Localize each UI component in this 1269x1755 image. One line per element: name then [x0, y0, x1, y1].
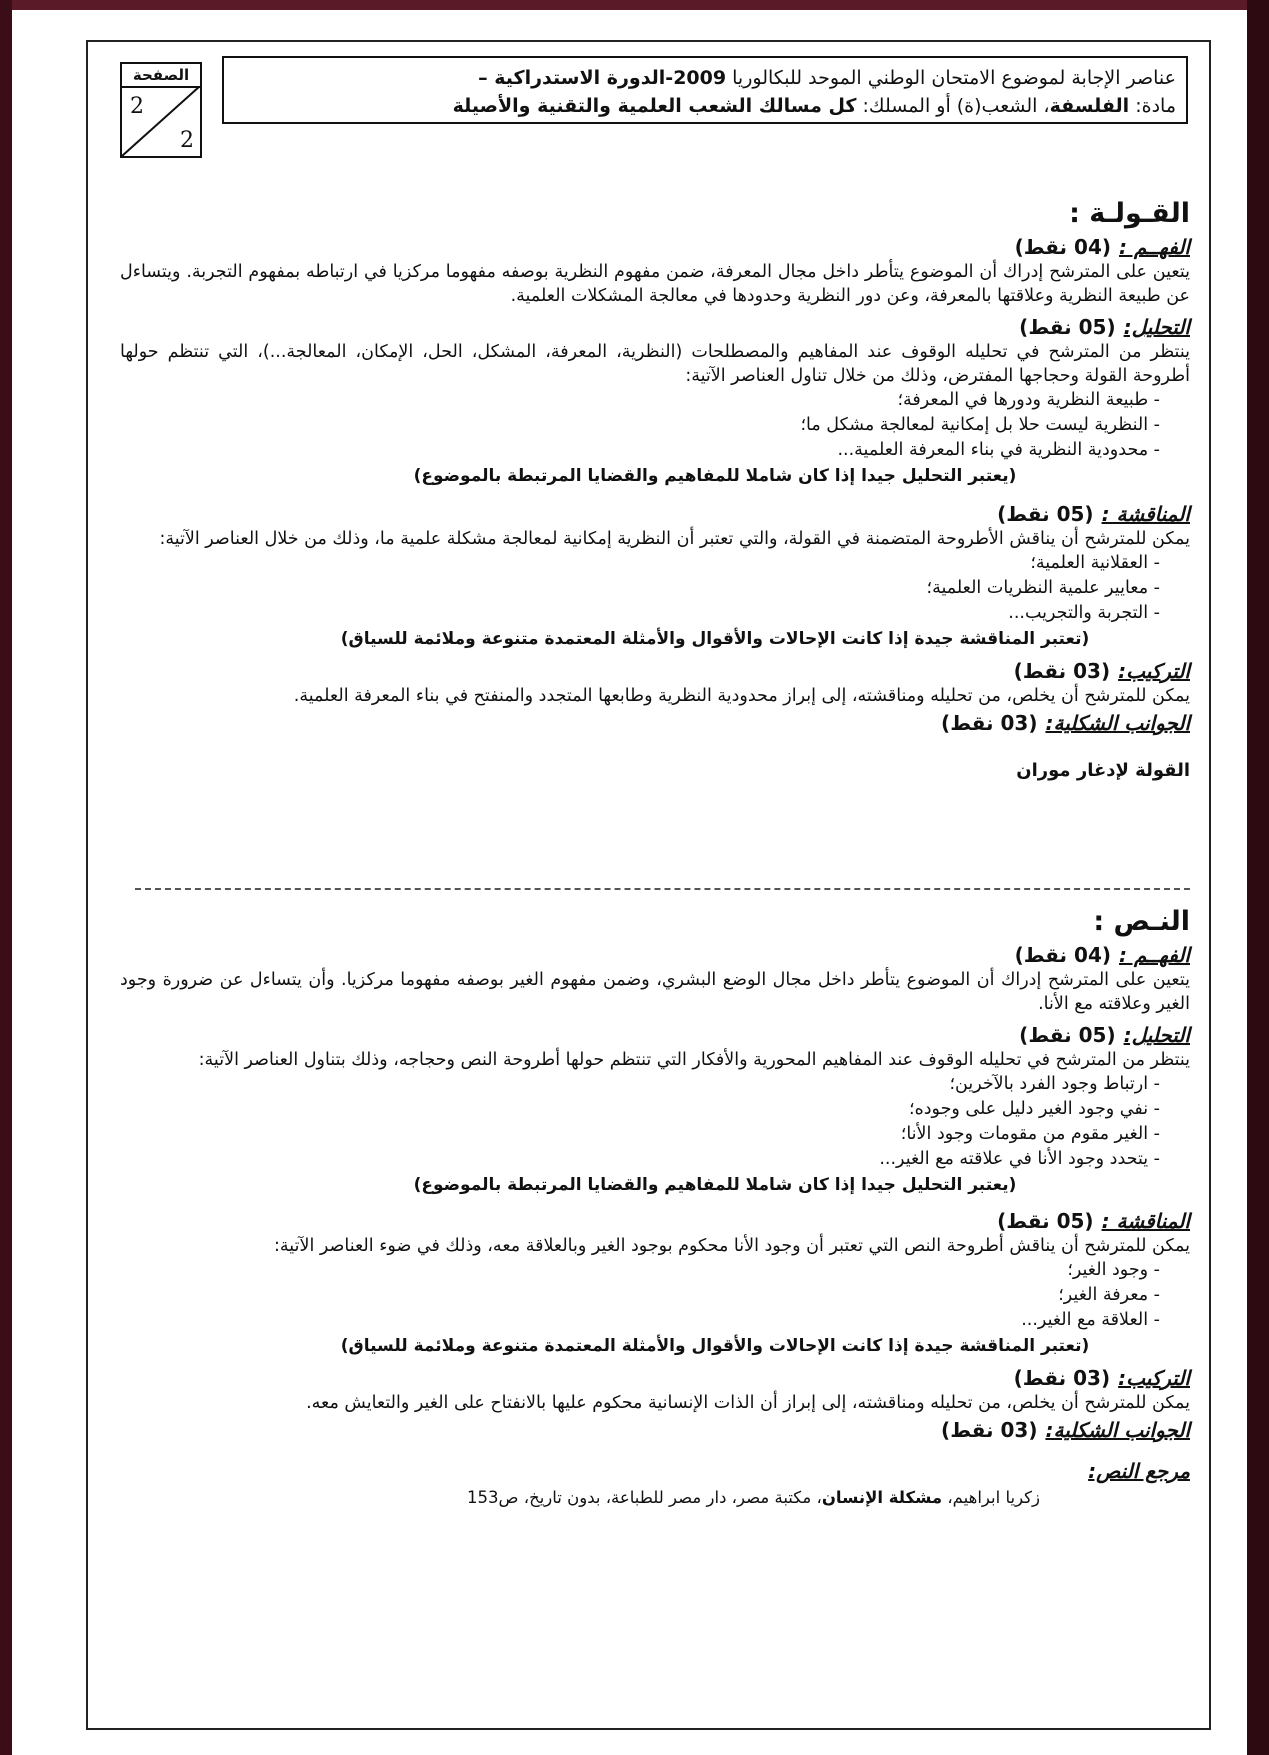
header-line-2: مادة: الفلسفة، الشعب(ة) أو المسلك: كل مسالك الشعب العلمية والتقنية والأصيلة: [452, 95, 1176, 117]
text-comprehension: الفهــم :(04 نقط) يتعين على المترشح إدراك أن الموضوع يتأطر داخل مجال الوضع البشري، وضمن مفهوم الغير بوصفه مفهوما مركزيا. وأن يتساءل عن ضرورة وجود الغير وعلاقته مع الأنا.: [120, 943, 1190, 1014]
quote-discussion-text: يمكن للمترشح أن يناقش الأطروحة المتضمنة في القولة، والتي تعتبر أن النظرية إمكانية لمعالجة مشكلة علمية ما، وذلك من خلال العناصر الآتية:: [159, 529, 1190, 549]
text-title: النـص :: [1093, 906, 1190, 937]
text-comprehension-text: يتعين على المترشح إدراك أن الموضوع يتأطر داخل مجال الوضع البشري، وضمن مفهوم الغير بوصفه مفهوما مركزيا. وأن يتساءل عن ضرورة وجود الغير وعلاقته مع الأنا.: [120, 970, 1190, 1014]
list-item: - ارتباط وجود الفرد بالآخرين؛: [949, 1074, 1160, 1094]
quote-analysis: التحليل:(05 نقط) ينتظر من المترشح في تحليله الوقوف عند المفاهيم والمصطلحات (النظرية، المعرفة، المشكل، الحل، الإمكان، المعالجة...)، التي تنتظم حولها أطروحة القولة وحجاجها المفترض، وذلك من خلال تناول العناصر الآتية: - طبيعة النظرية ودورها في المعرفة؛ - النظرية ليست حلا بل إمكانية لمعالجة مشكل ما؛ - محدودية النظرية في بناء المعرفة العلمية... (يعتبر التحليل جيدا إذا كان شاملا للمفاهيم والقضايا المرتبطة بالموضوع): [120, 314, 1190, 489]
text-synthesis-text: يمكن للمترشح أن يخلص، من تحليله ومناقشته، إلى إبراز أن الذات الإنسانية محكوم عليها بالانفتاح على الغير والتعايش معه.: [306, 1393, 1190, 1413]
scan-edge-top: [0, 0, 1269, 10]
section-divider: [135, 888, 1190, 890]
text-analysis-note: (يعتبر التحليل جيدا إذا كان شاملا للمفاهيم والقضايا المرتبطة بالموضوع): [413, 1175, 1017, 1195]
list-item: - معايير علمية النظريات العلمية؛: [926, 578, 1160, 598]
reference-citation: زكريا ابراهيم، مشكلة الإنسان، مكتبة مصر، دار مصر للطباعة، بدون تاريخ، ص153: [467, 1488, 1040, 1507]
text-discussion-note: (تعتبر المناقشة جيدة إذا كانت الإحالات والأقوال والأمثلة المعتمدة متنوعة وملائمة للسياق): [340, 1336, 1090, 1356]
quote-source: القولة لإدغار موران: [1016, 760, 1190, 781]
list-item: - طبيعة النظرية ودورها في المعرفة؛: [897, 390, 1160, 410]
quote-analysis-text: ينتظر من المترشح في تحليله الوقوف عند المفاهيم والمصطلحات (النظرية، المعرفة، المشكل، الحل، الإمكان، المعالجة...)، التي تنتظم حولها أطروحة القولة وحجاجها المفترض، وذلك من خلال تناول العناصر الآتية:: [120, 342, 1190, 386]
page-total: 2: [180, 128, 194, 153]
text-synthesis: التركيب:(03 نقط) يمكن للمترشح أن يخلص، من تحليله ومناقشته، إلى إبراز أن الذات الإنسانية محكوم عليها بالانفتاح على الغير والتعايش معه.: [120, 1365, 1190, 1415]
page-label: الصفحة: [122, 64, 200, 88]
text-analysis: التحليل:(05 نقط) ينتظر من المترشح في تحليله الوقوف عند المفاهيم المحورية والأفكار التي تنتظم حولها أطروحة النص وحجاجه، وذلك بتناول العناصر الآتية: - ارتباط وجود الفرد بالآخرين؛ - نفي وجود الغير دليل على وجوده؛ - الغير مقوم من مقومات وجود الأنا؛ - يتحدد وجود الأنا في علاقته مع الغير... (يعتبر التحليل جيدا إذا كان شاملا للمفاهيم والقضايا المرتبطة بالموضوع): [120, 1022, 1190, 1198]
quote-title: القـولـة :: [1069, 198, 1190, 229]
list-item: - يتحدد وجود الأنا في علاقته مع الغير...: [879, 1149, 1160, 1169]
quote-comprehension-text: يتعين على المترشح إدراك أن الموضوع يتأطر داخل مجال المعرفة، ضمن مفهوم النظرية بوصفه مفهوما مركزيا في ارتباطه بمفهوم التجربة. ويتساءل عن طبيعة النظرية وعلاقتها بالمعرفة، وعن دور النظرية وحدودها في معالجة المشكلات العلمية.: [120, 262, 1190, 306]
quote-synthesis: التركيب:(03 نقط) يمكن للمترشح أن يخلص، من تحليله ومناقشته، إلى إبراز محدودية النظرية وطابعها المتجدد والمنفتح في بناء المعرفة العلمية.: [120, 658, 1190, 708]
scan-edge-right: [1247, 0, 1269, 1755]
quote-synthesis-text: يمكن للمترشح أن يخلص، من تحليله ومناقشته، إلى إبراز محدودية النظرية وطابعها المتجدد والمنفتح في بناء المعرفة العلمية.: [293, 686, 1190, 706]
list-item: - معرفة الغير؛: [1058, 1285, 1160, 1305]
exam-header: [222, 56, 1188, 124]
quote-formal: الجوانب الشكلية:(03 نقط): [941, 711, 1190, 735]
page-number: 2: [130, 94, 144, 119]
quote-comprehension: الفهــم :(04 نقط) يتعين على المترشح إدراك أن الموضوع يتأطر داخل مجال المعرفة، ضمن مفهوم النظرية بوصفه مفهوما مركزيا في ارتباطه بمفهوم التجربة. ويتساءل عن طبيعة النظرية وعلاقتها بالمعرفة، وعن دور النظرية وحدودها في معالجة المشكلات العلمية.: [120, 235, 1190, 306]
quote-analysis-note: (يعتبر التحليل جيدا إذا كان شاملا للمفاهيم والقضايا المرتبطة بالموضوع): [413, 466, 1017, 486]
page-number-box: [120, 62, 202, 158]
reference-heading: مرجع النص:: [1088, 1459, 1190, 1483]
list-item: - التجربة والتجريب...: [1008, 603, 1160, 623]
text-formal: الجوانب الشكلية:(03 نقط): [941, 1418, 1190, 1442]
quote-discussion-note: (تعتبر المناقشة جيدة إذا كانت الإحالات والأقوال والأمثلة المعتمدة متنوعة وملائمة للسياق): [340, 629, 1090, 649]
header-line-1: عناصر الإجابة لموضوع الامتحان الوطني الموحد للبكالوريا 2009-الدورة الاستدراكية –: [478, 67, 1176, 89]
scan-edge-left: [0, 0, 12, 1755]
list-item: - الغير مقوم من مقومات وجود الأنا؛: [900, 1124, 1160, 1144]
text-discussion-text: يمكن للمترشح أن يناقش أطروحة النص التي تعتبر أن وجود الأنا محكوم بوجود الغير وبالعلاقة معه، وذلك في ضوء العناصر الآتية:: [274, 1236, 1190, 1256]
list-item: - نفي وجود الغير دليل على وجوده؛: [909, 1099, 1160, 1119]
text-discussion: المناقشة :(05 نقط) يمكن للمترشح أن يناقش أطروحة النص التي تعتبر أن وجود الأنا محكوم بوجود الغير وبالعلاقة معه، وذلك في ضوء العناصر الآتية: - وجود الغير؛ - معرفة الغير؛ - العلاقة مع الغير... (تعتبر المناقشة جيدة إذا كانت الإحالات والأقوال والأمثلة المعتمدة متنوعة وملائمة للسياق): [120, 1208, 1190, 1359]
list-item: - النظرية ليست حلا بل إمكانية لمعالجة مشكل ما؛: [800, 415, 1160, 435]
text-section: [120, 904, 1190, 1511]
list-item: - العقلانية العلمية؛: [1030, 553, 1160, 573]
list-item: - محدودية النظرية في بناء المعرفة العلمية...: [837, 440, 1160, 460]
list-item: - العلاقة مع الغير...: [1021, 1310, 1160, 1330]
quote-section: [120, 196, 1190, 784]
quote-discussion: المناقشة :(05 نقط) يمكن للمترشح أن يناقش الأطروحة المتضمنة في القولة، والتي تعتبر أن النظرية إمكانية لمعالجة مشكلة علمية ما، وذلك من خلال العناصر الآتية: - العقلانية العلمية؛ - معايير علمية النظريات العلمية؛ - التجربة والتجريب... (تعتبر المناقشة جيدة إذا كانت الإحالات والأقوال والأمثلة المعتمدة متنوعة وملائمة للسياق): [120, 501, 1190, 652]
text-analysis-text: ينتظر من المترشح في تحليله الوقوف عند المفاهيم المحورية والأفكار التي تنتظم حولها أطروحة النص وحجاجه، وذلك بتناول العناصر الآتية:: [198, 1050, 1190, 1070]
list-item: - وجود الغير؛: [1067, 1260, 1160, 1280]
